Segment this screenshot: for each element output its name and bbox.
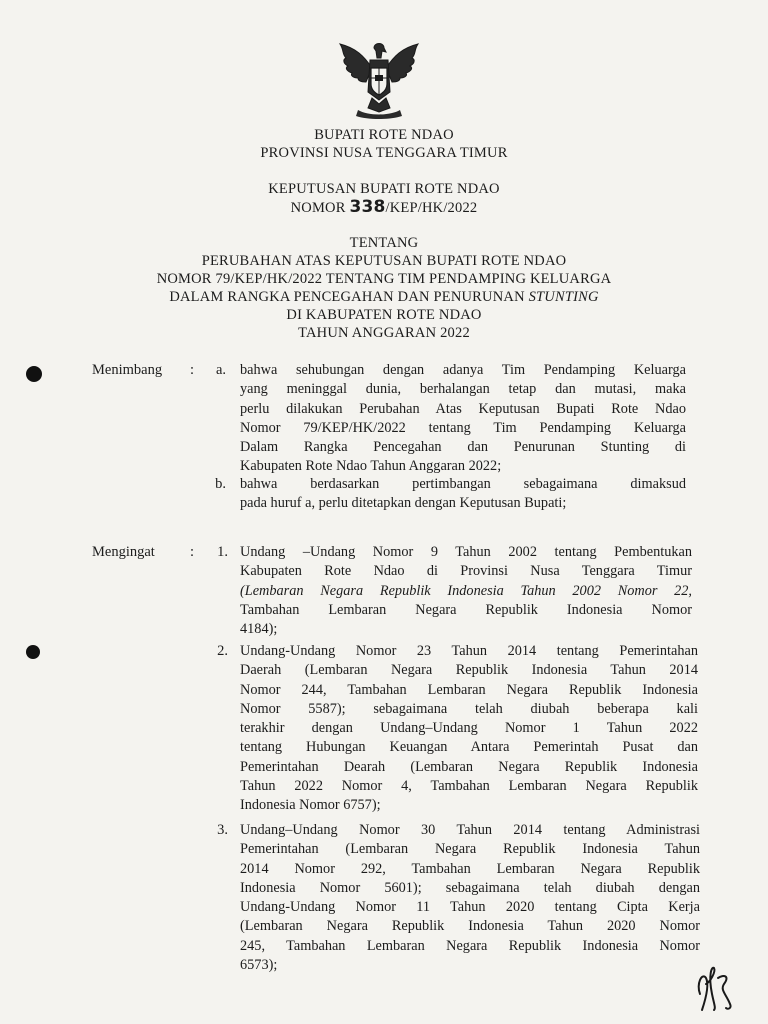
text-line: Undang–Undang Nomor 30 Tahun 2014 tentang Administrasi bbox=[240, 822, 700, 838]
text-line: Undang-Undang Nomor 11 Tahun 2020 tentang Cipta Kerja bbox=[240, 899, 700, 916]
subject-line-3-italic: STUNTING bbox=[528, 289, 599, 305]
subject-line-3 bbox=[0, 288, 768, 306]
menimbang-item-b bbox=[240, 475, 686, 514]
section-label-mengingat: Mengingat bbox=[92, 544, 155, 560]
text-line: Tambahan Lembaran Negara Republik Indonesia Nomor bbox=[240, 601, 692, 618]
decree-block bbox=[0, 180, 768, 216]
text-line: Tahun 2022 Nomor 4, Tambahan Lembaran Negara Republik bbox=[240, 778, 698, 795]
punch-hole bbox=[26, 366, 42, 382]
subject-line-4: DI KABUPATEN ROTE NDAO bbox=[286, 307, 482, 323]
text-line: Kabupaten Rote Ndao Tahun Anggaran 2022; bbox=[240, 458, 502, 475]
subject-line-3-main: DALAM RANGKA PENCEGAHAN DAN PENURUNAN bbox=[169, 289, 525, 305]
subject-label: TENTANG bbox=[349, 235, 419, 251]
text-line: 6573); bbox=[240, 957, 278, 974]
text-line: perlu dilakukan Perubahan Atas Keputusan Bupati Rote Ndao bbox=[240, 400, 686, 417]
text-line: Dalam Rangka Pencegahan dan Penurunan Stunting di bbox=[240, 439, 686, 456]
garuda-emblem-icon bbox=[334, 38, 424, 120]
text-line: (Lembaran Negara Republik Indonesia Tahun 2020 Nomor bbox=[240, 918, 700, 935]
text-line: (Lembaran Negara Republik Indonesia Tahun 2002 Nomor 22, bbox=[240, 582, 692, 599]
text-line: Indonesia Nomor 6757); bbox=[240, 797, 381, 814]
text-line: pada huruf a, perlu ditetapkan dengan Keputusan Bupati; bbox=[240, 495, 567, 512]
text-line: Daerah (Lembaran Negara Republik Indonesia Tahun 2014 bbox=[240, 662, 698, 679]
item-marker: a. bbox=[215, 362, 226, 378]
text-line: Undang-Undang Nomor 23 Tahun 2014 tentang Pemerintahan bbox=[240, 643, 698, 659]
section-colon: : bbox=[190, 544, 195, 560]
item-marker: 3. bbox=[217, 822, 228, 838]
issuer-province: PROVINSI NUSA TENGGARA TIMUR bbox=[260, 145, 508, 161]
punch-hole bbox=[26, 645, 40, 659]
text-line: terakhir dengan Undang–Undang Nomor 1 Tahun 2022 bbox=[240, 720, 698, 737]
item-marker: 1. bbox=[217, 544, 228, 560]
decree-number-suffix: /KEP/HK/2022 bbox=[385, 200, 478, 216]
text-line: bahwa sehubungan dengan adanya Tim Pendamping Keluarga bbox=[240, 362, 686, 378]
subject-line-2: NOMOR 79/KEP/HK/2022 TENTANG TIM PENDAMPING KELUARGA bbox=[156, 271, 612, 287]
subject-line-5: TAHUN ANGGARAN 2022 bbox=[298, 325, 470, 341]
text-line: Nomor 5587); sebagaimana telah diubah beberapa kali bbox=[240, 700, 698, 717]
text-line: Pemerintahan Dearah (Lembaran Negara Republik Indonesia bbox=[240, 758, 698, 775]
subject-block bbox=[0, 234, 768, 342]
text-line: tentang Hubungan Keuangan Antara Pemerintah Pusat dan bbox=[240, 739, 698, 756]
decree-number-prefix: NOMOR bbox=[290, 200, 346, 216]
text-line: 2014 Nomor 292, Tambahan Lembaran Negara Republik bbox=[240, 860, 700, 877]
issuer-title: BUPATI ROTE NDAO bbox=[314, 127, 454, 143]
text-line: 4184); bbox=[240, 621, 278, 638]
subject-line-1: PERUBAHAN ATAS KEPUTUSAN BUPATI ROTE NDAO bbox=[201, 253, 567, 269]
text-line: Kabupaten Rote Ndao di Provinsi Nusa Tenggara Timur bbox=[240, 563, 692, 580]
text-line: yang meninggal dunia, berhalangan tetap dan mutasi, maka bbox=[240, 381, 686, 398]
decree-number-handwritten: 338 bbox=[349, 197, 386, 217]
text-line: Undang –Undang Nomor 9 Tahun 2002 tentang Pembentukan bbox=[240, 544, 692, 560]
paraf-signature bbox=[694, 964, 754, 1012]
mengingat-item-2 bbox=[240, 642, 698, 816]
item-marker: 2. bbox=[217, 643, 228, 659]
text-line: Nomor 79/KEP/HK/2022 tentang Tim Pendamping Keluarga bbox=[240, 419, 686, 436]
section-label-menimbang: Menimbang bbox=[92, 362, 163, 378]
decree-title: KEPUTUSAN BUPATI ROTE NDAO bbox=[268, 181, 500, 197]
text-line: Indonesia Nomor 5601); sebagaimana telah diubah dengan bbox=[240, 879, 700, 896]
menimbang-item-a bbox=[240, 361, 686, 477]
text-line: bahwa berdasarkan pertimbangan sebagaimana dimaksud bbox=[240, 476, 686, 492]
text-line: Nomor 244, Tambahan Lembaran Negara Republik Indonesia bbox=[240, 681, 698, 698]
text-line: Pemerintahan (Lembaran Negara Republik Indonesia Tahun bbox=[240, 841, 700, 858]
section-colon: : bbox=[190, 362, 195, 378]
issuer-header bbox=[0, 126, 768, 162]
text-line: 245, Tambahan Lembaran Negara Republik Indonesia Nomor bbox=[240, 937, 700, 954]
item-marker: b. bbox=[215, 476, 226, 492]
mengingat-item-1 bbox=[240, 543, 692, 639]
decree-number bbox=[0, 198, 768, 216]
mengingat-item-3 bbox=[240, 821, 700, 975]
